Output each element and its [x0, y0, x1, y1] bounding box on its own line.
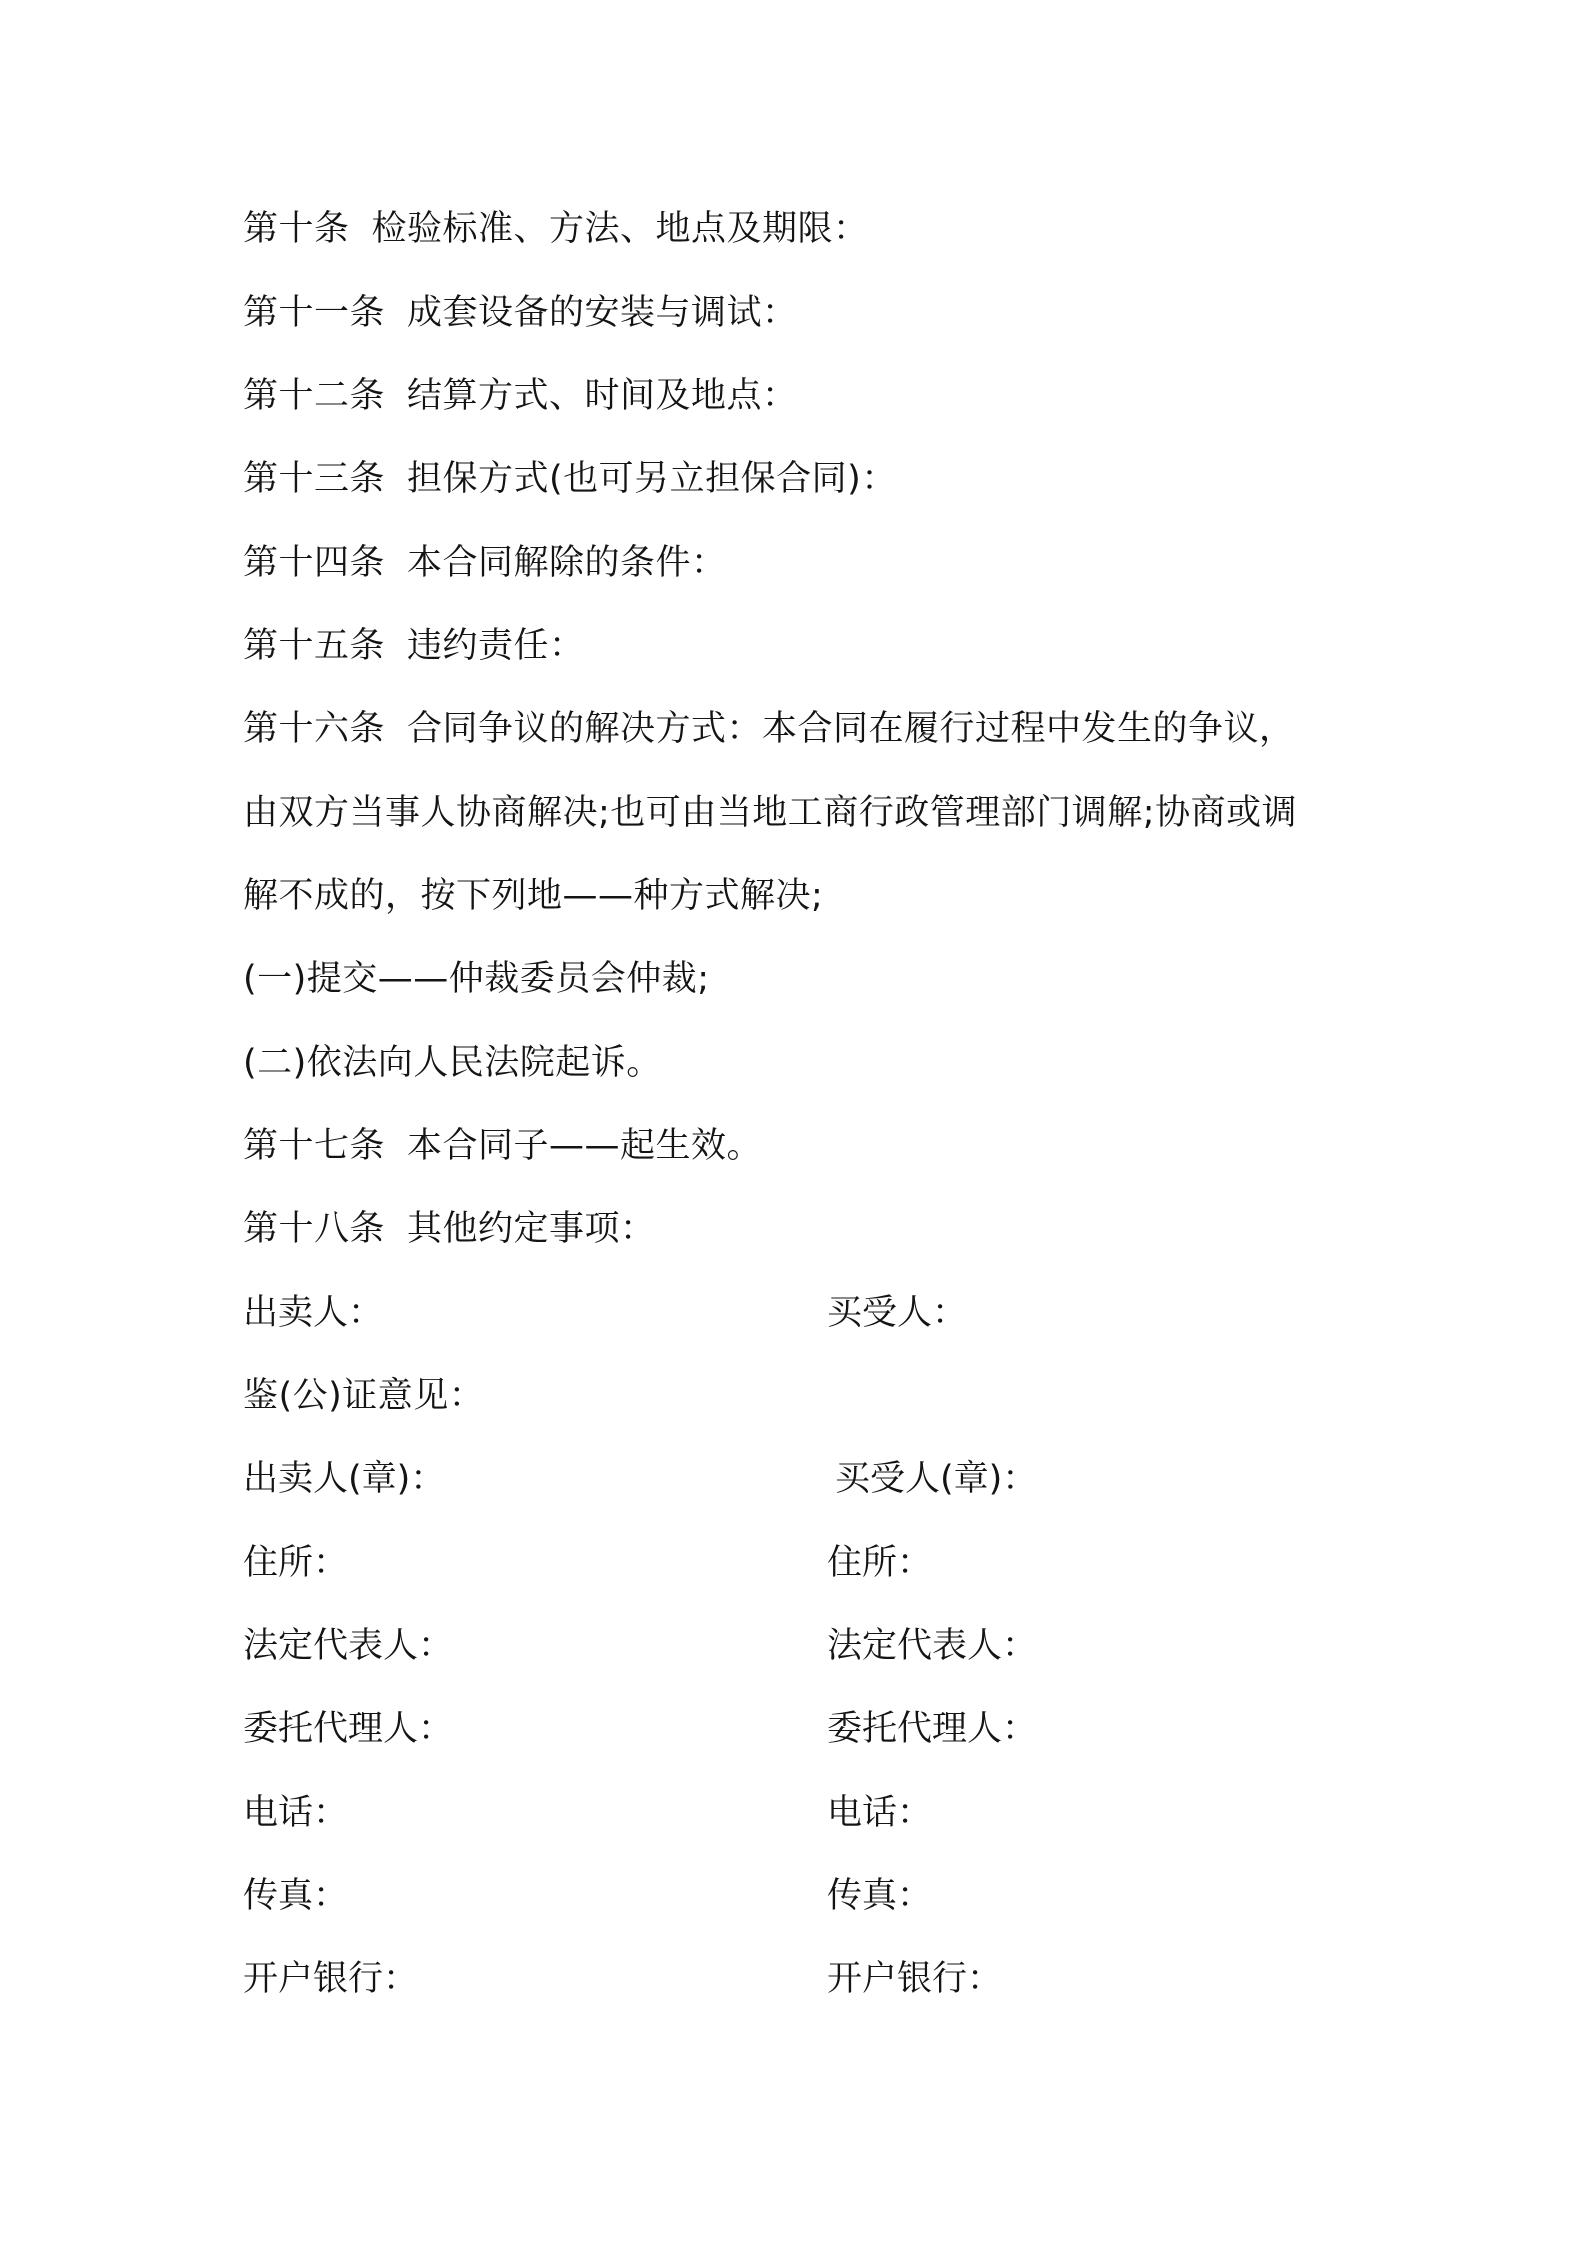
buyer-agent-label: 委托代理人： [827, 1709, 1038, 1749]
option-arbitration: (一)提交——仲裁委员会仲裁; [243, 959, 710, 999]
article-label: 第十条 [243, 209, 350, 249]
article-12 [243, 373, 798, 419]
article-17 [243, 1123, 762, 1169]
article-label: 第十一条 [243, 293, 386, 333]
article-text: 违约责任： [407, 626, 585, 666]
seller-bank-label: 开户银行： [243, 1959, 419, 1999]
article-text: 结算方式、时间及地点： [407, 376, 798, 416]
article-text: 本合同解除的条件： [407, 543, 727, 583]
seller-address-label: 住所： [243, 1543, 349, 1583]
article-16 [243, 706, 1295, 752]
article-11 [243, 290, 798, 336]
buyer-legal-rep-label: 法定代表人： [827, 1626, 1038, 1666]
article-text: 本合同子——起生效。 [407, 1126, 763, 1166]
article-15 [243, 623, 585, 669]
article-10 [243, 206, 869, 252]
article-16-continued-line-1: 由双方当事人协商解决;也可由当地工商行政管理部门调解;协商或调 [243, 793, 1298, 833]
article-text: 成套设备的安装与调试： [407, 293, 798, 333]
seller-label: 出卖人： [243, 1293, 384, 1333]
buyer-seal-label: 买受人(章)： [835, 1459, 1038, 1499]
article-label: 第十四条 [243, 543, 386, 583]
notary-opinion: 鉴(公)证意见： [243, 1376, 485, 1416]
article-label: 第十八条 [243, 1209, 386, 1249]
article-label: 第十三条 [243, 459, 386, 499]
seller-legal-rep-label: 法定代表人： [243, 1626, 454, 1666]
article-label: 第十二条 [243, 376, 386, 416]
article-label: 第十七条 [243, 1126, 386, 1166]
article-16-continued-line-2: 解不成的，按下列地——种方式解决; [243, 876, 824, 916]
buyer-label: 买受人： [827, 1293, 968, 1333]
article-14 [243, 540, 727, 586]
article-text: 担保方式(也可另立担保合同)： [407, 459, 897, 499]
article-text: 其他约定事项： [407, 1209, 656, 1249]
article-13 [243, 456, 897, 502]
article-label: 第十六条 [243, 709, 386, 749]
buyer-phone-label: 电话： [827, 1793, 933, 1833]
seller-phone-label: 电话： [243, 1793, 349, 1833]
option-litigation: (二)依法向人民法院起诉。 [243, 1043, 662, 1083]
article-text: 合同争议的解决方式：本合同在履行过程中发生的争议， [407, 709, 1295, 749]
buyer-address-label: 住所： [827, 1543, 933, 1583]
article-18 [243, 1206, 656, 1252]
article-label: 第十五条 [243, 626, 386, 666]
seller-seal-label: 出卖人(章)： [243, 1459, 446, 1499]
buyer-fax-label: 传真： [827, 1876, 933, 1916]
article-text: 检验标准、方法、地点及期限： [371, 209, 869, 249]
seller-agent-label: 委托代理人： [243, 1709, 454, 1749]
seller-fax-label: 传真： [243, 1876, 349, 1916]
buyer-bank-label: 开户银行： [827, 1959, 1003, 1999]
